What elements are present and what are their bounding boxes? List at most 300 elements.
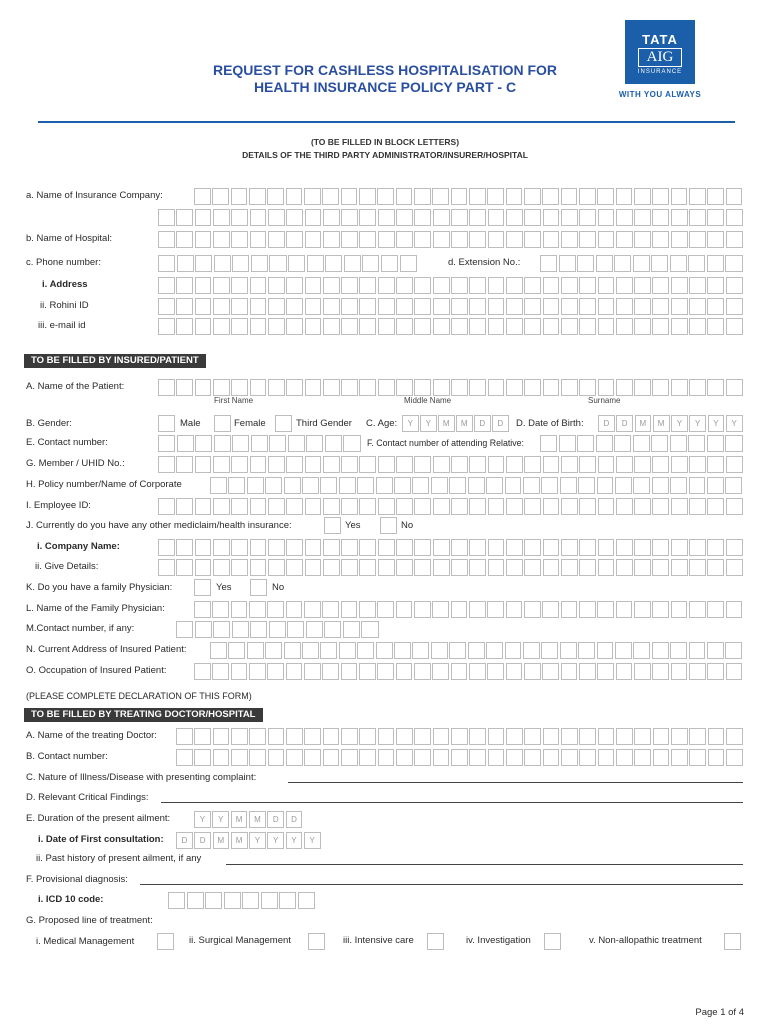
char-box[interactable] xyxy=(306,435,323,452)
policy-field[interactable] xyxy=(210,477,744,494)
char-box[interactable] xyxy=(616,749,633,766)
char-box[interactable] xyxy=(487,601,504,618)
char-box[interactable] xyxy=(468,642,485,659)
char-box[interactable] xyxy=(726,188,743,205)
char-box[interactable] xyxy=(578,477,595,494)
char-box[interactable] xyxy=(232,255,249,272)
char-box[interactable] xyxy=(707,559,724,576)
char-box[interactable] xyxy=(468,477,485,494)
char-box[interactable] xyxy=(414,318,431,335)
char-box[interactable] xyxy=(561,749,578,766)
char-box[interactable] xyxy=(708,749,725,766)
char-box[interactable] xyxy=(543,456,560,473)
char-box[interactable] xyxy=(488,209,505,226)
char-box[interactable] xyxy=(286,379,303,396)
char-box[interactable] xyxy=(394,642,411,659)
char-box[interactable] xyxy=(541,477,558,494)
char-box[interactable] xyxy=(195,379,212,396)
char-box[interactable] xyxy=(213,539,230,556)
char-box[interactable] xyxy=(341,318,358,335)
char-box[interactable] xyxy=(267,601,284,618)
char-box[interactable] xyxy=(596,255,613,272)
char-box[interactable] xyxy=(561,728,578,745)
char-box[interactable] xyxy=(506,601,523,618)
char-box[interactable] xyxy=(542,188,559,205)
date-char-box[interactable]: Y xyxy=(726,415,743,432)
char-box[interactable] xyxy=(341,749,358,766)
char-box[interactable] xyxy=(524,209,541,226)
char-box[interactable] xyxy=(449,477,466,494)
char-box[interactable] xyxy=(158,379,175,396)
char-box[interactable] xyxy=(381,255,398,272)
char-box[interactable] xyxy=(286,728,303,745)
char-box[interactable] xyxy=(543,498,560,515)
char-box[interactable] xyxy=(598,559,615,576)
date-char-box[interactable]: D xyxy=(176,832,193,849)
char-box[interactable] xyxy=(616,539,633,556)
char-box[interactable] xyxy=(249,663,266,680)
char-box[interactable] xyxy=(195,559,212,576)
char-box[interactable] xyxy=(433,498,450,515)
char-box[interactable] xyxy=(176,231,193,248)
char-box[interactable] xyxy=(377,188,394,205)
char-box[interactable] xyxy=(378,559,395,576)
char-box[interactable] xyxy=(707,601,724,618)
char-box[interactable] xyxy=(506,209,523,226)
char-box[interactable] xyxy=(543,379,560,396)
char-box[interactable] xyxy=(378,318,395,335)
char-box[interactable] xyxy=(616,601,633,618)
char-box[interactable] xyxy=(232,435,249,452)
doctor-name-field[interactable] xyxy=(176,728,744,745)
char-box[interactable] xyxy=(488,231,505,248)
char-box[interactable] xyxy=(396,188,413,205)
char-box[interactable] xyxy=(249,601,266,618)
char-box[interactable] xyxy=(341,559,358,576)
char-box[interactable] xyxy=(176,379,193,396)
date-char-box[interactable]: M xyxy=(249,811,266,828)
char-box[interactable] xyxy=(633,642,650,659)
char-box[interactable] xyxy=(341,188,358,205)
char-box[interactable] xyxy=(158,435,175,452)
char-box[interactable] xyxy=(469,749,486,766)
char-box[interactable] xyxy=(414,749,431,766)
char-box[interactable] xyxy=(341,231,358,248)
char-box[interactable] xyxy=(726,318,743,335)
char-box[interactable] xyxy=(616,231,633,248)
char-box[interactable] xyxy=(339,642,356,659)
char-box[interactable] xyxy=(652,318,669,335)
char-box[interactable] xyxy=(231,298,248,315)
char-box[interactable] xyxy=(341,298,358,315)
date-char-box[interactable]: M xyxy=(456,415,473,432)
char-box[interactable] xyxy=(341,601,358,618)
char-box[interactable] xyxy=(689,642,706,659)
char-box[interactable] xyxy=(414,456,431,473)
char-box[interactable] xyxy=(506,277,523,294)
char-box[interactable] xyxy=(725,255,742,272)
char-box[interactable] xyxy=(224,892,241,909)
char-box[interactable] xyxy=(524,663,541,680)
char-box[interactable] xyxy=(670,435,687,452)
char-box[interactable] xyxy=(707,209,724,226)
char-box[interactable] xyxy=(298,892,315,909)
char-box[interactable] xyxy=(652,277,669,294)
char-box[interactable] xyxy=(469,559,486,576)
char-box[interactable] xyxy=(469,663,486,680)
char-box[interactable] xyxy=(396,318,413,335)
char-box[interactable] xyxy=(287,621,304,638)
char-box[interactable] xyxy=(288,435,305,452)
char-box[interactable] xyxy=(506,318,523,335)
char-box[interactable] xyxy=(652,663,669,680)
char-box[interactable] xyxy=(506,663,523,680)
char-box[interactable] xyxy=(158,255,175,272)
char-box[interactable] xyxy=(213,559,230,576)
char-box[interactable] xyxy=(378,456,395,473)
char-box[interactable] xyxy=(653,749,670,766)
char-box[interactable] xyxy=(286,498,303,515)
char-box[interactable] xyxy=(707,277,724,294)
char-box[interactable] xyxy=(689,298,706,315)
char-box[interactable] xyxy=(469,298,486,315)
char-box[interactable] xyxy=(359,749,376,766)
char-box[interactable] xyxy=(652,601,669,618)
char-box[interactable] xyxy=(597,642,614,659)
char-box[interactable] xyxy=(251,255,268,272)
char-box[interactable] xyxy=(451,456,468,473)
char-box[interactable] xyxy=(231,231,248,248)
char-box[interactable] xyxy=(579,277,596,294)
char-box[interactable] xyxy=(267,188,284,205)
char-box[interactable] xyxy=(543,209,560,226)
char-box[interactable] xyxy=(598,728,615,745)
char-box[interactable] xyxy=(561,601,578,618)
char-box[interactable] xyxy=(651,435,668,452)
char-box[interactable] xyxy=(250,456,267,473)
char-box[interactable] xyxy=(286,318,303,335)
company-name-field[interactable] xyxy=(158,539,744,556)
char-box[interactable] xyxy=(469,188,486,205)
char-box[interactable] xyxy=(506,231,523,248)
char-box[interactable] xyxy=(268,559,285,576)
ailment-duration-field[interactable] xyxy=(194,811,304,828)
char-box[interactable] xyxy=(433,298,450,315)
char-box[interactable] xyxy=(469,728,486,745)
char-box[interactable] xyxy=(339,477,356,494)
date-char-box[interactable]: Y xyxy=(249,832,266,849)
char-box[interactable] xyxy=(726,601,743,618)
char-box[interactable] xyxy=(396,231,413,248)
char-box[interactable] xyxy=(323,559,340,576)
char-box[interactable] xyxy=(359,498,376,515)
char-box[interactable] xyxy=(325,255,342,272)
char-box[interactable] xyxy=(158,231,175,248)
investigation-checkbox[interactable] xyxy=(544,933,561,950)
char-box[interactable] xyxy=(579,298,596,315)
char-box[interactable] xyxy=(377,601,394,618)
char-box[interactable] xyxy=(231,277,248,294)
char-box[interactable] xyxy=(597,477,614,494)
char-box[interactable] xyxy=(433,456,450,473)
char-box[interactable] xyxy=(671,318,688,335)
patient-name-field[interactable] xyxy=(158,379,744,396)
char-box[interactable] xyxy=(377,663,394,680)
char-box[interactable] xyxy=(269,621,286,638)
char-box[interactable] xyxy=(577,435,594,452)
char-box[interactable] xyxy=(451,231,468,248)
char-box[interactable] xyxy=(213,498,230,515)
char-box[interactable] xyxy=(250,231,267,248)
char-box[interactable] xyxy=(284,642,301,659)
char-box[interactable] xyxy=(431,642,448,659)
third-gender-checkbox[interactable] xyxy=(275,415,292,432)
char-box[interactable] xyxy=(651,255,668,272)
char-box[interactable] xyxy=(250,559,267,576)
char-box[interactable] xyxy=(689,559,706,576)
char-box[interactable] xyxy=(688,435,705,452)
char-box[interactable] xyxy=(634,539,651,556)
char-box[interactable] xyxy=(707,379,724,396)
char-box[interactable] xyxy=(362,255,379,272)
char-box[interactable] xyxy=(506,379,523,396)
char-box[interactable] xyxy=(323,728,340,745)
char-box[interactable] xyxy=(210,477,227,494)
char-box[interactable] xyxy=(451,277,468,294)
char-box[interactable] xyxy=(268,298,285,315)
char-box[interactable] xyxy=(579,728,596,745)
char-box[interactable] xyxy=(506,498,523,515)
nature-of-illness-line[interactable] xyxy=(288,782,743,783)
char-box[interactable] xyxy=(616,559,633,576)
char-box[interactable] xyxy=(543,559,560,576)
char-box[interactable] xyxy=(400,255,417,272)
char-box[interactable] xyxy=(579,663,596,680)
char-box[interactable] xyxy=(232,621,249,638)
address-field[interactable] xyxy=(158,277,744,294)
char-box[interactable] xyxy=(247,477,264,494)
char-box[interactable] xyxy=(213,209,230,226)
char-box[interactable] xyxy=(396,498,413,515)
char-box[interactable] xyxy=(378,298,395,315)
char-box[interactable] xyxy=(322,188,339,205)
char-box[interactable] xyxy=(726,456,743,473)
char-box[interactable] xyxy=(725,642,742,659)
char-box[interactable] xyxy=(305,559,322,576)
char-box[interactable] xyxy=(269,255,286,272)
char-box[interactable] xyxy=(412,477,429,494)
date-char-box[interactable]: Y xyxy=(194,811,211,828)
char-box[interactable] xyxy=(250,277,267,294)
char-box[interactable] xyxy=(187,892,204,909)
char-box[interactable] xyxy=(652,642,669,659)
char-box[interactable] xyxy=(242,892,259,909)
char-box[interactable] xyxy=(359,559,376,576)
relative-contact-field[interactable] xyxy=(540,435,744,452)
family-physician-no-checkbox[interactable] xyxy=(250,579,267,596)
char-box[interactable] xyxy=(561,231,578,248)
char-box[interactable] xyxy=(231,379,248,396)
insurance-company-field-line-2[interactable] xyxy=(158,209,744,226)
char-box[interactable] xyxy=(634,559,651,576)
char-box[interactable] xyxy=(305,209,322,226)
char-box[interactable] xyxy=(307,255,324,272)
char-box[interactable] xyxy=(560,477,577,494)
char-box[interactable] xyxy=(268,728,285,745)
char-box[interactable] xyxy=(634,188,651,205)
char-box[interactable] xyxy=(394,477,411,494)
char-box[interactable] xyxy=(213,749,230,766)
char-box[interactable] xyxy=(286,663,303,680)
char-box[interactable] xyxy=(615,477,632,494)
char-box[interactable] xyxy=(195,498,212,515)
char-box[interactable] xyxy=(451,298,468,315)
char-box[interactable] xyxy=(158,498,175,515)
physician-name-field[interactable] xyxy=(194,601,744,618)
char-box[interactable] xyxy=(286,231,303,248)
rohini-id-field[interactable] xyxy=(158,298,744,315)
char-box[interactable] xyxy=(359,539,376,556)
char-box[interactable] xyxy=(414,188,431,205)
char-box[interactable] xyxy=(265,642,282,659)
char-box[interactable] xyxy=(598,298,615,315)
char-box[interactable] xyxy=(488,498,505,515)
first-consultation-field[interactable] xyxy=(176,832,322,849)
char-box[interactable] xyxy=(359,209,376,226)
char-box[interactable] xyxy=(176,298,193,315)
char-box[interactable] xyxy=(653,728,670,745)
char-box[interactable] xyxy=(598,498,615,515)
char-box[interactable] xyxy=(212,601,229,618)
char-box[interactable] xyxy=(615,642,632,659)
char-box[interactable] xyxy=(469,456,486,473)
age-field[interactable] xyxy=(402,415,510,432)
char-box[interactable] xyxy=(286,188,303,205)
char-box[interactable] xyxy=(540,255,557,272)
char-box[interactable] xyxy=(488,559,505,576)
char-box[interactable] xyxy=(344,255,361,272)
char-box[interactable] xyxy=(707,231,724,248)
char-box[interactable] xyxy=(250,298,267,315)
char-box[interactable] xyxy=(214,435,231,452)
char-box[interactable] xyxy=(449,642,466,659)
char-box[interactable] xyxy=(524,298,541,315)
date-char-box[interactable]: M xyxy=(231,811,248,828)
char-box[interactable] xyxy=(488,749,505,766)
char-box[interactable] xyxy=(343,435,360,452)
char-box[interactable] xyxy=(305,277,322,294)
char-box[interactable] xyxy=(414,728,431,745)
char-box[interactable] xyxy=(671,539,688,556)
phone-field[interactable] xyxy=(158,255,418,272)
char-box[interactable] xyxy=(359,298,376,315)
char-box[interactable] xyxy=(561,539,578,556)
char-box[interactable] xyxy=(671,298,688,315)
char-box[interactable] xyxy=(433,209,450,226)
char-box[interactable] xyxy=(261,892,278,909)
char-box[interactable] xyxy=(306,621,323,638)
char-box[interactable] xyxy=(286,209,303,226)
char-box[interactable] xyxy=(378,379,395,396)
char-box[interactable] xyxy=(231,188,248,205)
char-box[interactable] xyxy=(268,209,285,226)
char-box[interactable] xyxy=(323,539,340,556)
char-box[interactable] xyxy=(451,749,468,766)
char-box[interactable] xyxy=(707,255,724,272)
char-box[interactable] xyxy=(614,435,631,452)
char-box[interactable] xyxy=(304,749,321,766)
char-box[interactable] xyxy=(361,621,378,638)
char-box[interactable] xyxy=(469,209,486,226)
char-box[interactable] xyxy=(707,663,724,680)
char-box[interactable] xyxy=(652,298,669,315)
char-box[interactable] xyxy=(707,477,724,494)
char-box[interactable] xyxy=(726,209,743,226)
char-box[interactable] xyxy=(286,559,303,576)
char-box[interactable] xyxy=(433,749,450,766)
char-box[interactable] xyxy=(616,663,633,680)
char-box[interactable] xyxy=(269,435,286,452)
char-box[interactable] xyxy=(543,749,560,766)
char-box[interactable] xyxy=(414,498,431,515)
char-box[interactable] xyxy=(561,456,578,473)
char-box[interactable] xyxy=(524,728,541,745)
char-box[interactable] xyxy=(286,456,303,473)
char-box[interactable] xyxy=(561,277,578,294)
char-box[interactable] xyxy=(268,749,285,766)
date-char-box[interactable]: Y xyxy=(286,832,303,849)
char-box[interactable] xyxy=(323,277,340,294)
char-box[interactable] xyxy=(158,318,175,335)
char-box[interactable] xyxy=(689,601,706,618)
char-box[interactable] xyxy=(176,209,193,226)
char-box[interactable] xyxy=(689,663,706,680)
char-box[interactable] xyxy=(195,277,212,294)
char-box[interactable] xyxy=(671,498,688,515)
char-box[interactable] xyxy=(634,298,651,315)
char-box[interactable] xyxy=(652,539,669,556)
date-char-box[interactable]: D xyxy=(194,832,211,849)
char-box[interactable] xyxy=(670,642,687,659)
char-box[interactable] xyxy=(433,379,450,396)
char-box[interactable] xyxy=(561,188,578,205)
char-box[interactable] xyxy=(652,477,669,494)
char-box[interactable] xyxy=(560,642,577,659)
char-box[interactable] xyxy=(671,749,688,766)
member-id-field[interactable] xyxy=(158,456,744,473)
char-box[interactable] xyxy=(357,477,374,494)
char-box[interactable] xyxy=(323,318,340,335)
char-box[interactable] xyxy=(652,498,669,515)
char-box[interactable] xyxy=(250,621,267,638)
intensive-care-checkbox[interactable] xyxy=(427,933,444,950)
char-box[interactable] xyxy=(323,209,340,226)
non-allopathic-checkbox[interactable] xyxy=(724,933,741,950)
extension-field[interactable] xyxy=(540,255,744,272)
dob-field[interactable] xyxy=(598,415,744,432)
char-box[interactable] xyxy=(561,559,578,576)
char-box[interactable] xyxy=(671,209,688,226)
char-box[interactable] xyxy=(433,728,450,745)
char-box[interactable] xyxy=(542,601,559,618)
date-char-box[interactable]: Y xyxy=(420,415,437,432)
char-box[interactable] xyxy=(213,318,230,335)
char-box[interactable] xyxy=(284,477,301,494)
char-box[interactable] xyxy=(671,456,688,473)
char-box[interactable] xyxy=(432,663,449,680)
char-box[interactable] xyxy=(689,456,706,473)
char-box[interactable] xyxy=(341,209,358,226)
